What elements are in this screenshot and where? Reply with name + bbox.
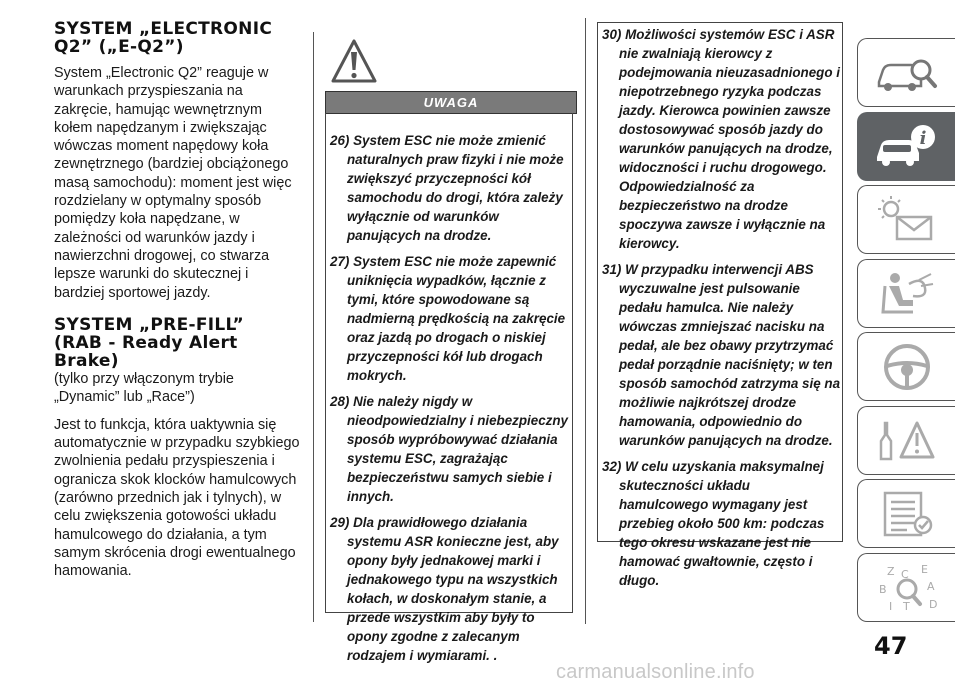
svg-text:i: i	[919, 128, 926, 149]
warning-notes-right	[602, 25, 842, 597]
column-divider	[585, 18, 586, 624]
warning-header: UWAGA	[325, 91, 577, 114]
warning-note: 29) Dla prawidłowego działania systemu ASR konieczne jest, aby opony były jednakowej marki i jednakowego typu na wszystkich kołach, w doskonałym stanie, a przede wszystkim aby były to opony zgodne z zalecanym rodzajem i wymiarami. .	[330, 515, 559, 663]
page-number: 47	[874, 632, 908, 660]
index-letter: E	[920, 563, 928, 576]
title-line: (RAB - Ready Alert	[54, 332, 238, 353]
airbag-seat-icon	[873, 266, 941, 320]
index-letter: B	[878, 583, 887, 596]
section-body-pre-fill: Jest to funkcja, która uaktywnia się automatycznie w przypadku szybkiego zwolnienia pedału przyspieszenia i ogranicza skok klocków hamulcowych (zarówno przednich jak i tylnych), w celu zwiększenia gotowości układu hamulcowego do działania, a tym samym skrócenia drogi ewentualnego hamowania.	[54, 416, 300, 580]
chapter-sidebar	[857, 38, 955, 626]
warning-note: 27) System ESC nie może zapewnić uniknięcia wypadków, łącznie z tymi, które spowodowane są nadmierną prędkością na zakręcie oraz jazdą po drogach o niskiej przyczepności kół lub drogach mokrych.	[330, 254, 566, 383]
index-letter: C	[900, 568, 909, 581]
tab-steering-wheel[interactable]	[857, 332, 955, 401]
tab-car-info[interactable]	[857, 112, 955, 181]
section-title-electronic-q2	[54, 20, 302, 56]
car-info-icon	[873, 119, 941, 173]
index-letter: A	[926, 580, 935, 593]
steering-wheel-icon	[873, 340, 941, 394]
left-column	[54, 20, 302, 591]
title-line: Brake)	[54, 350, 119, 371]
column-divider	[313, 32, 314, 622]
checklist-icon	[873, 487, 941, 541]
warning-note: 32) W celu uzyskania maksymalnej skuteczności układu hamulcowego wymagany jest przebieg około 500 km: podczas tego okresu wskazane jest nie hamować gwałtownie, często i długo.	[602, 459, 825, 588]
watermark: carmanualsonline.info	[556, 661, 755, 683]
warning-triangle-icon	[330, 38, 378, 84]
tab-lights-mail[interactable]	[857, 185, 955, 254]
title-line: SYSTEM „ELECTRONIC	[54, 19, 273, 39]
tab-warning-tools[interactable]	[857, 406, 955, 475]
warning-note: 28) Nie należy nigdy w nieodpowiedzialny i niebezpieczny sposób wypróbowywać działania systemu ESC, zagrażając bezpieczeństwu samych siebie i innych.	[330, 394, 568, 504]
section-subtitle-pre-fill: (tylko przy włączonym trybie „Dynamic” lub „Race”)	[54, 370, 234, 405]
index-letter: T	[902, 600, 910, 613]
warning-note: 31) W przypadku interwencji ABS wyczuwalne jest pulsowanie pedału hamulca. Nie należy wówczas zmniejszać nacisku na pedał, ale bez obawy przytrzymać pedał porządnie naciśnięty; w ten sposób samochód zatrzyma się na możliwie najkrótszej drodze hamowania, odpowiednio do warunków panujących na drodze.	[602, 262, 841, 448]
tab-airbag-seat[interactable]	[857, 259, 955, 328]
car-search-icon	[873, 46, 941, 100]
warning-tools-icon	[873, 413, 941, 467]
section-title-pre-fill	[54, 316, 302, 370]
title-line: Q2” („E-Q2”)	[54, 37, 184, 57]
index-letter: I	[888, 600, 892, 613]
warning-note: 26) System ESC nie może zmienić naturalnych praw fizyki i nie może zwiększyć przyczepności kół samochodu do drogi, która zależy wyłącznie od warunków panujących na drodze.	[330, 133, 564, 243]
index-letter: Z	[886, 565, 895, 578]
lights-mail-icon	[873, 193, 941, 247]
warning-note: 30) Możliwości systemów ESC i ASR nie zwalniają kierowcy z podejmowania nieuzasadnionego i niepotrzebnego ryzyka podczas jazdy. Kierowca powinien zawsze dostosowywać sposób jazdy do warunków panujących na drodze, widoczności i ruchu drogowego. Odpowiedzialność za bezpieczeństwo na drodze spoczywa zawsze i wyłącznie na kierowcy.	[602, 27, 840, 251]
alphabet-index-icon	[873, 560, 941, 614]
tab-alphabet-index[interactable]	[857, 553, 955, 622]
warning-notes-left	[330, 131, 570, 672]
title-line: SYSTEM „PRE-FILL”	[54, 314, 245, 335]
tab-car-search[interactable]	[857, 38, 955, 107]
section-body-electronic-q2: System „Electronic Q2” reaguje w warunkach przyspieszania na zakręcie, hamując wewnętrznym kołem napędzanym i zwiększając wówczas moment napędowy koła zewnętrznego (bardziej obciążonego masą samochodu): moment jest więc rozdzielany w optymalny sposób pomiędzy koła napędzane, w zależności od warunków jazdy i nawierzchni drogowej, co stwarza lepsze warunki do skutecznej i bardziej sportowej jazdy.	[54, 65, 292, 301]
tab-checklist[interactable]	[857, 479, 955, 548]
index-letter: D	[928, 598, 937, 611]
